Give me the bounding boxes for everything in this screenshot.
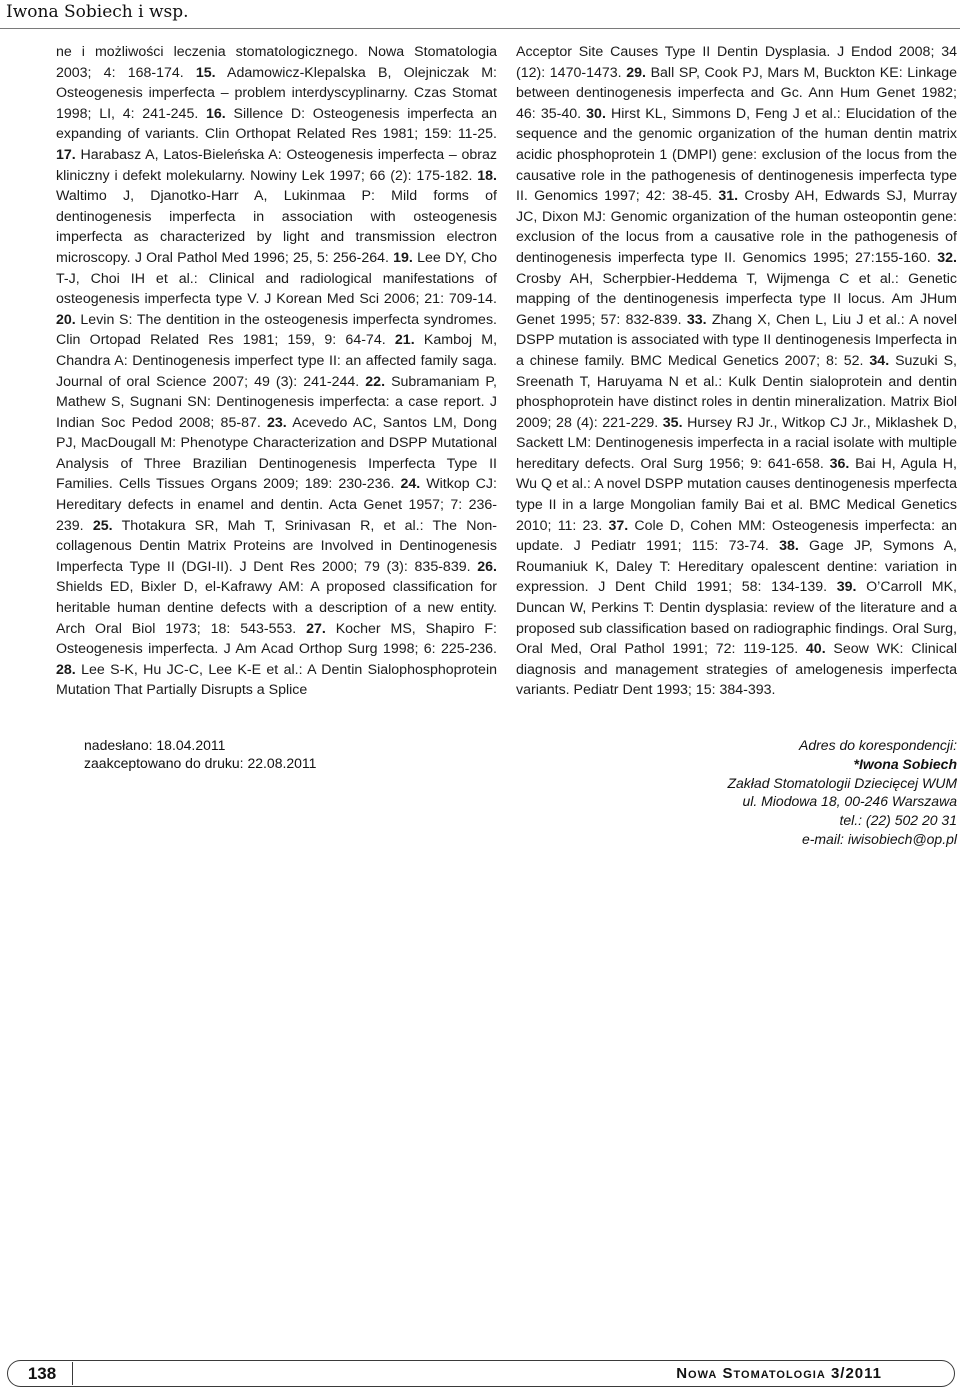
reference-number: 19. bbox=[393, 249, 413, 266]
reference-text: Acceptor Site Causes Type II Dentin Dysplasia. J Endod 2008; 34 (12): 1470-1473. bbox=[516, 44, 957, 81]
journal-title: Nowa Stomatologia 3/2011 bbox=[676, 1365, 882, 1382]
accepted-date: zaakceptowano do druku: 22.08.2011 bbox=[84, 755, 317, 771]
reference-number: 33. bbox=[686, 311, 707, 328]
references-column-right bbox=[516, 42, 957, 701]
reference-text: Gage JP, Symons A, Roumaniuk K, Daley T: Hereditary opalescent dentine: variation in expression. J Dent Child 1991; 58: 134-139. bbox=[516, 538, 957, 596]
reference-number: 30. bbox=[586, 105, 606, 122]
reference-item bbox=[56, 518, 497, 575]
reference-text: Waltimo J, Djanotko-Harr A, Lukinmaa P: Mild forms of dentinogenesis imperfecta in association with osteogenesis imperfecta as characterized by light and transmission electron microscopy. J Oral Pathol Med 1996; 25, 5: 256-264. bbox=[56, 188, 497, 266]
reference-number: 39. bbox=[836, 579, 857, 596]
reference-text: Bai H, Agula H, Wu Q et al.: A novel DSPP mutation causes dentinogenesis mperfecta type II in a large Mongolian family Bai et al. BMC Medical Genetics 2010; 11: 23. bbox=[516, 455, 957, 534]
reference-text: Thotakura SR, Mah T, Srinivasan R, et al.: The Non-collagenous Dentin Matrix Proteins are Involved in Dentinogenesis Imperfecta Type II (DGI-II). J Dent Res 2000; 79 (3): 835-839. bbox=[56, 517, 498, 575]
reference-text: Harabasz A, Latos-Bieleńska A: Osteogenesis imperfecta – obraz kliniczny i defekt molekularny. Nowiny Lek 1997; 66 (2): 175-182. bbox=[56, 146, 497, 184]
reference-text: Sillence D: Osteogenesis imperfecta an expanding of variants. Clin Orthopat Related Res 1981; 159: 11-25. bbox=[56, 105, 498, 143]
reference-text: Levin S: The dentition in the osteogenesis imperfecta syndromes. Clin Ortopad Related Res 1981; 159, 9: 64-74. bbox=[56, 311, 497, 349]
reference-text: Lee DY, Cho T-J, Choi IH et al.: Clinical and radiological manifestations of osteogenesis imperfecta type V. J Korean Med Sci 2006; 21: 709-14. bbox=[56, 249, 497, 308]
reference-number: 23. bbox=[267, 414, 287, 431]
reference-text: Adamowicz-Klepalska B, Olejniczak M: Osteogenesis imperfecta – problem interdyscyplinarny. Czas Stomat 1998; LI, 4: 241-245. bbox=[56, 64, 497, 122]
reference-text: Hirst KL, Simmons D, Feng J et al.: Elucidation of the sequence and the genomic organization of the human dentin matrix acidic phosphoprotein 1 (DMPI) gene: exclusion of the locus from the causative role in the pathogenesis of dentinogenesis imperfecta type II. Genomics 1997; 42: 38-45. bbox=[516, 105, 957, 205]
reference-text: Lee S-K, Hu JC-C, Lee K-E et al.: A Dentin Sialophosphoprotein Mutation That Partially Disrupts a Splice bbox=[56, 661, 497, 699]
reference-text: Seow WK: Clinical diagnosis and management strategies of amelogenesis imperfecta variants. Pediatr Dent 1993; 15: 384-393. bbox=[516, 641, 957, 699]
page-number: 138 bbox=[12, 1362, 73, 1385]
reference-text: Suzuki S, Sreenath T, Haruyama N et al.: Kulk Dentin sialoprotein and dentin phosphoprotein have distinct roles in dentin mineralization. Matrix Biol 2009; 28 (4): 221-229. bbox=[516, 352, 957, 431]
reference-text: ne i możliwości leczenia stomatologicznego. Nowa Stomatologia 2003; 4: 168-174. bbox=[56, 44, 497, 81]
reference-text: Hursey RJ Jr., Witkop CJ Jr., Miklashek D, Sackett LM: Dentinogenesis imperfecta in a racial isolate with multiple hereditary defects. Oral Surg 1956; 9: 641-658. bbox=[516, 414, 958, 472]
reference-text: Crosby AH, Scherpbier-Heddema T, Wijmenga C et al.: Genetic mapping of the dentinogenesis imperfecta type II locus. Am JHum Genet 1995; 57: 832-839. bbox=[516, 270, 957, 328]
header-rule bbox=[0, 28, 960, 29]
reference-text: Cole D, Cohen MM: Osteogenesis imperfecta: an update. J Pediatr 1991; 115: 73-74. bbox=[516, 517, 957, 555]
reference-number: 17. bbox=[56, 146, 76, 163]
reference-text: Ball SP, Cook PJ, Mars M, Buckton KE: Linkage between dentinogenesis imperfecta and Gc. Ann Hum Genet 1982; 46: 35-40. bbox=[516, 64, 957, 122]
submission-dates bbox=[84, 736, 316, 772]
reference-number: 36. bbox=[829, 455, 850, 472]
correspondence-institution: Zakład Stomatologii Dziecięcej WUM bbox=[727, 774, 957, 791]
correspondence-heading: Adres do korespondencji: bbox=[799, 737, 957, 753]
reference-paragraph bbox=[56, 42, 497, 701]
reference-text: Shields ED, Bixler D, el-Kafrawy AM: A proposed classification for heritable human dentine defects with a description of a new entity. Arch Oral Biol 1973; 18: 543-553. bbox=[56, 579, 497, 637]
correspondence-street: ul. Miodowa 18, 00-246 Warszawa bbox=[742, 793, 957, 810]
correspondence-address bbox=[727, 736, 957, 849]
reference-text: Crosby AH, Edwards SJ, Murray JC, Dixon MJ: Genomic organization of the human osteopontin gene: exclusion of the locus from a causative role in the pathogenesis of dentinogenesis imperfecta type II. Genomics 1995; 27:155-160. bbox=[516, 188, 957, 266]
reference-number: 37. bbox=[608, 517, 629, 534]
reference-text: Acevedo AC, Santos LM, Dong PJ, MacDougall M: Phenotype Characterization and DSPP Mutational Analysis of Three Brazilian Dentinogenesis Imperfecta Type II Families. Cells Tissues Organs 2009; 189: 230-236. bbox=[56, 414, 497, 493]
reference-number: 20. bbox=[56, 311, 76, 328]
reference-number: 31. bbox=[718, 188, 739, 205]
reference-number: 27. bbox=[306, 620, 326, 637]
reference-text: Witkop CJ: Hereditary defects in enamel and dentin. Acta Genet 1957; 7: 236-239. bbox=[56, 476, 497, 534]
reference-text: Kocher MS, Shapiro F: Osteogenesis imperfecta. J Am Acad Orthop Surg 1998; 6: 225-236. bbox=[56, 620, 497, 658]
reference-item bbox=[56, 147, 497, 184]
reference-paragraph bbox=[516, 42, 957, 701]
reference-text: Subramaniam P, Mathew S, Sugnani SN: Dentinogenesis imperfecta: a case report. J Indian Soc Pedod 2008; 85-87. bbox=[56, 373, 497, 431]
reference-number: 28. bbox=[56, 661, 76, 678]
reference-number: 38. bbox=[779, 538, 799, 555]
reference-number: 35. bbox=[662, 414, 683, 431]
reference-number: 15. bbox=[195, 64, 216, 81]
reference-number: 34. bbox=[869, 352, 890, 369]
correspondence-email: e-mail: iwisobiech@op.pl bbox=[801, 830, 957, 847]
references-column-left bbox=[56, 42, 497, 701]
reference-number: 16. bbox=[206, 105, 226, 122]
reference-number: 25. bbox=[92, 517, 113, 534]
reference-number: 21. bbox=[394, 332, 415, 349]
reference-number: 29. bbox=[626, 64, 646, 81]
reference-number: 26. bbox=[477, 558, 497, 575]
reference-number: 22. bbox=[365, 373, 386, 390]
reference-text: Kamboj M, Chandra A: Dentinogenesis imperfect type II: an affected family saga. Journal of oral Science 2007; 49 (3): 241-244. bbox=[56, 332, 498, 390]
correspondence-name: *Iwona Sobiech bbox=[853, 755, 957, 772]
reference-number: 24. bbox=[400, 476, 421, 493]
correspondence-phone: tel.: (22) 502 20 31 bbox=[839, 812, 957, 829]
reference-number: 32. bbox=[937, 249, 957, 266]
received-date: nadesłano: 18.04.2011 bbox=[84, 737, 226, 753]
running-head-author: Iwona Sobiech i wsp. bbox=[6, 2, 189, 22]
reference-number: 40. bbox=[805, 641, 826, 658]
reference-number: 18. bbox=[477, 167, 497, 184]
reference-text: Zhang X, Chen L, Liu J et al.: A novel DSPP mutation is associated with type II dentinogenesis Imperfecta in a chinese family. BMC Medical Genetics 2007; 8: 52. bbox=[516, 311, 957, 369]
reference-item bbox=[56, 662, 497, 699]
reference-text: O’Carroll MK, Duncan W, Perkins T: Dentin dysplasia: review of the literature and a proposed sub classification based on radiographic findings. Oral Surg, Oral Med, Oral Pathol 1991; 72: 119-125. bbox=[516, 579, 957, 658]
